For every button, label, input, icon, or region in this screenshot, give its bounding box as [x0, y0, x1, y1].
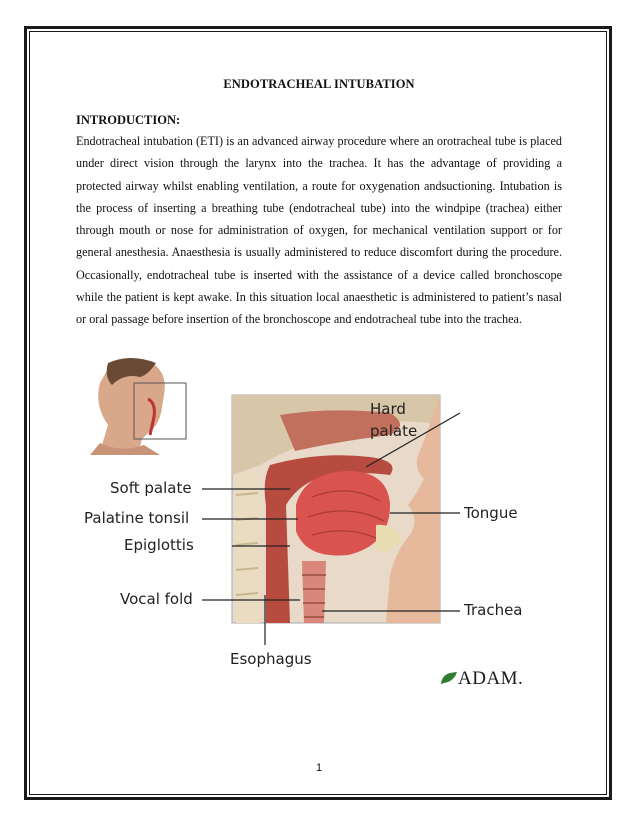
leaf-icon	[440, 671, 458, 685]
page-number: 1	[315, 762, 323, 774]
label-epiglottis: Epiglottis	[124, 536, 194, 554]
adam-logo	[440, 668, 523, 690]
label-soft-palate: Soft palate	[110, 479, 192, 497]
label-esophagus: Esophagus	[230, 650, 312, 668]
label-vocal-fold: Vocal fold	[120, 590, 193, 608]
document-title: ENDOTRACHEAL INTUBATION	[223, 77, 415, 91]
anatomy-figure	[84, 355, 550, 675]
adam-logo-text: ADAM.	[458, 668, 524, 689]
label-tongue: Tongue	[464, 504, 518, 522]
head-thumbnail	[90, 358, 186, 455]
section-heading: INTRODUCTION:	[76, 113, 181, 127]
label-palatine-tonsil: Palatine tonsil	[84, 509, 190, 527]
introduction-paragraph: Endotracheal intubation (ETI) is an advanced airway procedure where an orotracheal tube is placed under direct vision through the larynx into the trachea. It has the advantage of providing a protected airway whilst enabling ventilation, a route for oxygenation andsuctioning. Intubation is the process of inserting a breathing tube (endotracheal tube) into the windpipe (trachea) either through mouth or nose for administration of oxygen, for mechanical ventilation support or for general anesthesia. Anaesthesia is usually administered to reduce discomfort during the procedure. Occasionally, endotracheal tube is inserted with the assistance of a device called bronchoscope while the patient is kept awake. In this situation local anaesthetic is administered to patient’s nasal or oral passage before insertion of the bronchoscope and endotracheal tube into the trachea.	[76, 134, 562, 327]
label-hard-palate-line2: palate	[370, 422, 418, 440]
label-trachea: Trachea	[464, 601, 523, 619]
label-hard-palate-line1: Hard	[370, 400, 406, 418]
